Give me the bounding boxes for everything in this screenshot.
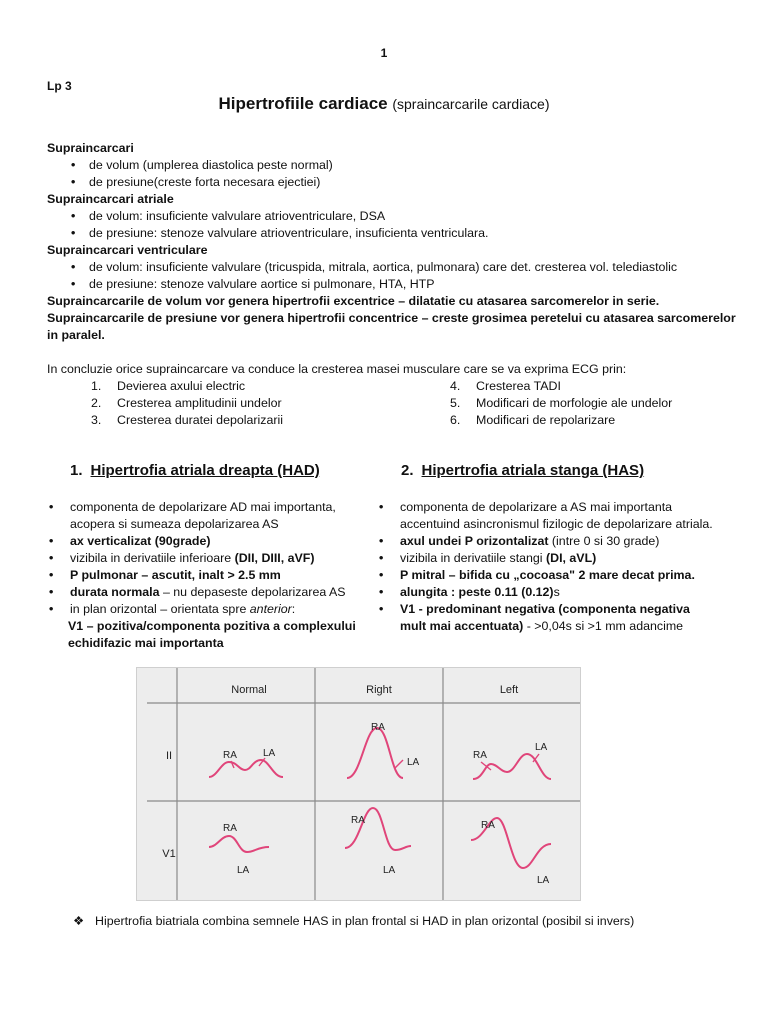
pressure-paragraph: Supraincarcarile de presiune vor genera hipertrofii concentrice – creste grosimea peretelui cu atasarea sarcomerelor in paralel. (47, 311, 736, 342)
col-header-right: Right (366, 684, 392, 696)
list-item: • axul undei P orizontalizat (intre 0 si 30 grade) (377, 533, 717, 550)
bullet-list (47, 259, 737, 293)
volume-paragraph: Supraincarcarile de volum vor genera hipertrofii excentrice – dilatatie cu atasarea sarcomerelor in serie. (47, 294, 660, 308)
lab-label: Lp 3 (47, 79, 72, 93)
bullet-list (47, 157, 737, 191)
p-wave-figure (136, 667, 581, 901)
row-header-v1: V1 (162, 848, 176, 860)
list-item: • de presiune(creste forta necesara ejectiei) (47, 174, 737, 191)
list-item: • ax verticalizat (90grade) (47, 533, 369, 550)
diamond-bullet-icon: ❖ (73, 914, 85, 928)
list-item: • de volum: insuficiente valvulare (tricuspida, mitrala, aortica, pulmonara) care det. cresterea vol. telediastolic (47, 259, 737, 276)
overload-sections (47, 140, 737, 344)
conclusion (47, 361, 737, 378)
label-la: LA (407, 757, 420, 768)
label-la: LA (537, 875, 550, 886)
row-header-ii: II (165, 750, 173, 762)
pointer-arrows (231, 754, 539, 770)
list-item: 3. Cresterea duratei depolarizarii (91, 413, 283, 427)
col-header-left: Left (499, 684, 519, 696)
label-la: LA (383, 865, 396, 876)
bullet-list (47, 208, 737, 242)
has-title: 2. Hipertrofia atriala stanga (HAS) (401, 462, 645, 479)
list-item: • V1 - predominant negativa (componenta negativa mult mai accentuata) - >0,04s si >1 mm adancime (377, 601, 717, 635)
list-item: • P mitral – bifida cu „cocoasa" 2 mare decat prima. (377, 567, 717, 584)
list-item: • vizibila in derivatiile inferioare (DII, DIII, aVF) (47, 550, 369, 567)
list-item: 1. Devierea axului electric (91, 379, 246, 393)
normal-ii-wave (209, 760, 283, 777)
label-la: LA (237, 865, 250, 876)
label-ra: RA (473, 750, 487, 761)
waves (209, 728, 551, 868)
list-item: • de presiune: stenoze valvulare atrioventriculare, insuficienta ventriculara. (47, 225, 737, 242)
list-item: • de volum: insuficiente valvulare atrioventriculare, DSA (47, 208, 737, 225)
col-header-normal: Normal (231, 684, 267, 696)
has-list (377, 499, 717, 635)
list-item: 6. Modificari de repolarizare (450, 413, 616, 427)
list-item: 2. Cresterea amplitudinii undelor (91, 396, 282, 410)
had-list (47, 499, 369, 652)
list-item: • de presiune: stenoze valvulare aortice si pulmonare, HTA, HTP (47, 276, 737, 293)
label-ra: RA (223, 823, 237, 834)
conclusion-text: In concluzie orice supraincarcare va conduce la cresterea masei musculare care se va exprima ECG prin: (47, 362, 627, 376)
title-main: Hipertrofiile cardiace (218, 94, 388, 113)
label-ra: RA (351, 815, 365, 826)
list-item: 4. Cresterea TADI (450, 379, 561, 393)
list-item: • de volum (umplerea diastolica peste normal) (47, 157, 737, 174)
section-heading: Supraincarcari ventriculare (47, 243, 208, 257)
v1-note: V1 – pozitiva/componenta pozitiva a complexului echidifazic mai importanta (68, 619, 356, 650)
section-heading: Supraincarcari atriale (47, 192, 174, 206)
label-ra: RA (481, 820, 495, 831)
footnote-text: Hipertrofia biatriala combina semnele HAS in plan frontal si HAD in plan orizontal (posibil si invers) (95, 914, 635, 928)
label-la: LA (263, 748, 276, 759)
list-item: • vizibila in derivatiile stangi (DI, aVL) (377, 550, 717, 567)
label-ra: RA (223, 750, 237, 761)
page-title (0, 93, 768, 115)
section-heading: Supraincarcari (47, 141, 134, 155)
list-item: • durata normala – nu depaseste depolarizarea AS (47, 584, 369, 601)
list-item: • in plan orizontal – orientata spre anterior: (47, 601, 369, 618)
p-wave-table (137, 668, 580, 900)
had-title: 1. Hipertrofia atriala dreapta (HAD) (70, 462, 320, 479)
label-ra: RA (371, 722, 385, 733)
page-number: 1 (380, 46, 388, 60)
label-la: LA (535, 742, 548, 753)
right-ii-wave (347, 728, 403, 778)
list-item: • alungita : peste 0.11 (0.12)s (377, 584, 717, 601)
list-item: • P pulmonar – ascutit, inalt > 2.5 mm (47, 567, 369, 584)
list-item: • componenta de depolarizare AD mai importanta, acopera si sumeaza depolarizarea AS (47, 499, 369, 533)
ecg-list-left (91, 378, 391, 429)
normal-v1-wave (209, 836, 269, 852)
title-sub: (spraincarcarile cardiace) (392, 96, 550, 112)
ecg-list-right (450, 378, 750, 429)
list-item: • componenta de depolarizare a AS mai importanta accentuind asincronismul fizilogic de depolarizare atriala. (377, 499, 717, 533)
list-item: 5. Modificari de morfologie ale undelor (450, 396, 673, 410)
